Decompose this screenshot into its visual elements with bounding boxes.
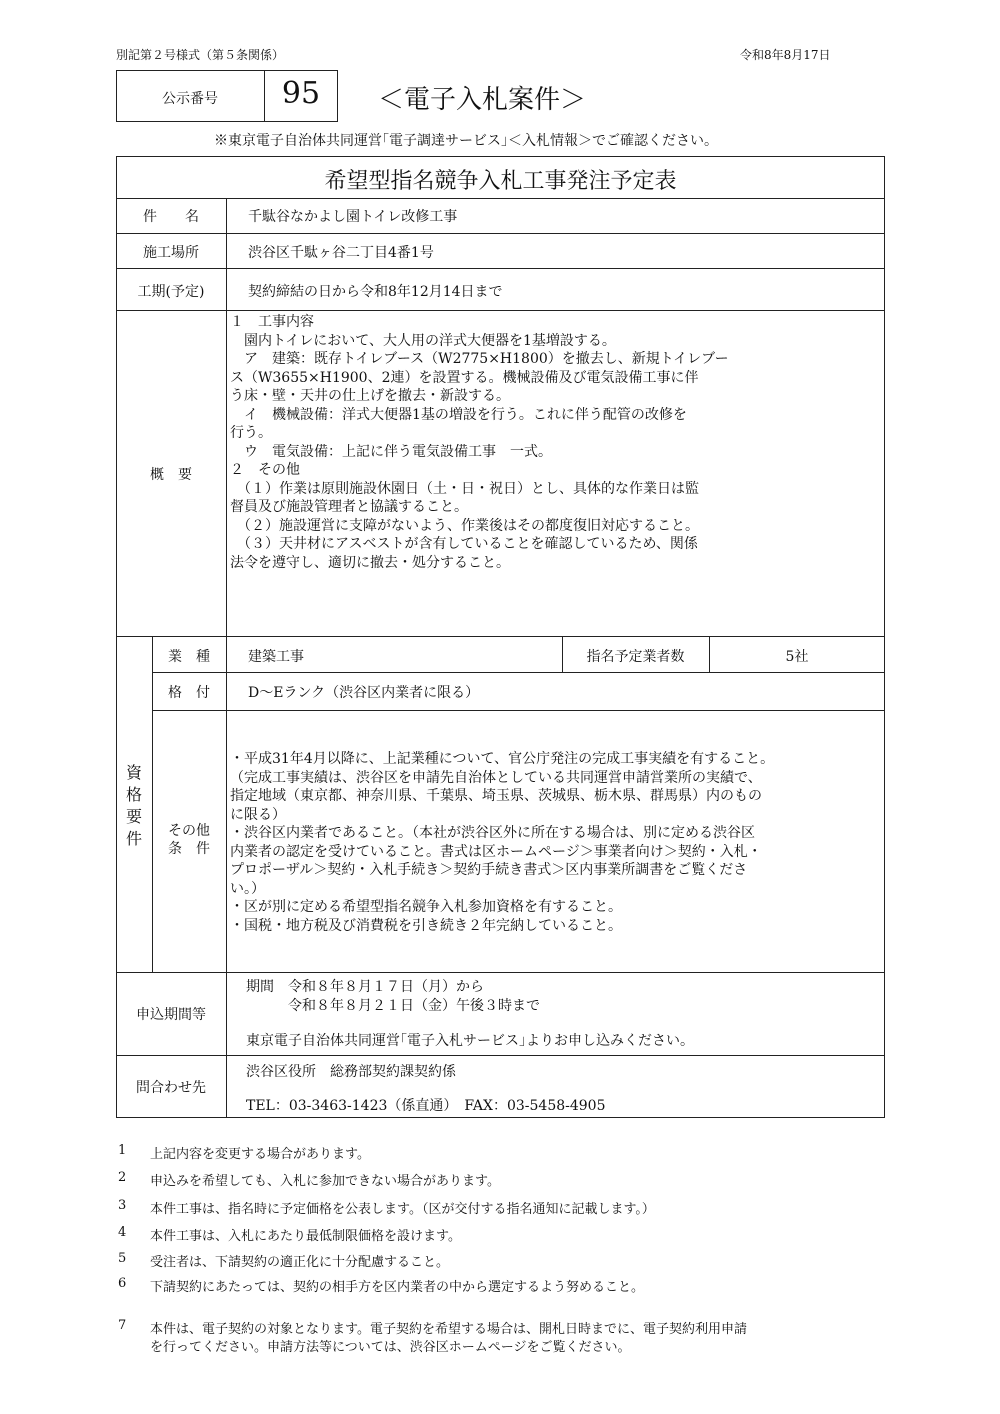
- qual-label-char: 資: [125, 763, 142, 782]
- summary-line: （１）作業は原則施設休園日（土・日・祝日）とし、具体的な作業日は監: [230, 480, 699, 497]
- label-column-divider: [226, 198, 227, 1118]
- apply-line: 令和８年８月２１日（金）午後３時まで: [246, 997, 540, 1014]
- document-type: ＜電子入札案件＞: [378, 85, 587, 115]
- other-label-line: その他: [168, 823, 210, 839]
- rank-label: 格 付: [168, 685, 210, 701]
- summary-line: ア 建築：既存トイレブース（W2775×H1800）を撤去し、新規トイレブー: [230, 351, 729, 367]
- name-label: 件 名: [143, 209, 199, 225]
- qual-label: [116, 762, 152, 850]
- period-value: 契約締結の日から令和8年12月14日まで: [248, 284, 503, 300]
- note-number: 6: [118, 1276, 127, 1291]
- note-number: 3: [118, 1198, 127, 1213]
- industry-label: 業 種: [168, 649, 210, 665]
- rank-value: D～Eランク（渋谷区内業者に限る）: [248, 685, 480, 701]
- condition-line: （完成工事実績は、渋谷区を申請先自治体としている共同運営申請営業所の実績で、: [230, 769, 762, 786]
- note-text: を行ってください。申請方法等については、渋谷区ホームページをご覧ください。: [150, 1340, 631, 1355]
- period-label: 工期(予定): [137, 284, 205, 300]
- rule: [116, 636, 885, 637]
- summary-line: 行う。: [230, 425, 272, 441]
- apply-period: [246, 978, 540, 1015]
- place-value: 渋谷区千駄ヶ谷二丁目4番1号: [248, 245, 434, 261]
- note-number: 1: [118, 1143, 127, 1158]
- note-text: 下請契約にあたっては、契約の相手方を区内業者の中から選定するよう努めること。: [150, 1280, 645, 1295]
- form-reference: 別記第２号様式（第５条関係）: [116, 48, 285, 62]
- note-number: 2: [118, 1170, 127, 1185]
- other-conditions-label: [152, 822, 226, 858]
- rule: [116, 233, 885, 234]
- summary-line: 法令を遵守し、適切に撤去・処分すること。: [230, 554, 510, 571]
- summary-line: （３）天井材にアスベストが含有していることを確認しているため、関係: [230, 536, 698, 552]
- contact-phone: TEL：03-3463-1423（係直通） FAX：03-5458-4905: [246, 1098, 606, 1114]
- condition-line: い。）: [230, 880, 265, 897]
- rule: [152, 710, 885, 711]
- name-value: 千駄谷なかよし園トイレ改修工事: [248, 209, 458, 225]
- apply-note: 東京電子自治体共同運営｢電子入札サービス｣よりお申し込みください。: [246, 1033, 694, 1049]
- rule: [152, 672, 885, 673]
- planned-count-value: 5社: [785, 649, 809, 665]
- summary-line: 督員及び施設管理者と協議すること。: [230, 499, 468, 515]
- summary-line: １ 工事内容: [230, 314, 314, 330]
- planned-count-label: 指名予定業者数: [586, 649, 685, 665]
- condition-line: 指定地域（東京都、神奈川県、千葉県、埼玉県、茨城県、栃木県、群馬県）内のもの: [230, 788, 762, 804]
- notice-number: 95: [281, 76, 321, 111]
- rule: [116, 310, 885, 311]
- summary-line: イ 機械設備：洋式大便器1基の増設を行う。これに伴う配管の改修を: [230, 406, 687, 423]
- qual-label-char: 格: [125, 785, 142, 804]
- condition-line: ・国税・地方税及び消費税を引き続き２年完納していること。: [230, 917, 622, 934]
- note-text: 申込みを希望しても、入札に参加できない場合があります。: [150, 1174, 500, 1189]
- contact-office: 渋谷区役所 総務部契約課契約係: [246, 1064, 456, 1080]
- rule: [116, 198, 885, 199]
- summary-line: ス（W3655×H1900、2連）を設置する。機械設備及び電気設備工事に伴: [230, 369, 699, 386]
- note-number: 7: [118, 1318, 127, 1333]
- condition-line: プロポーザル＞契約・入札手続き＞契約手続き書式＞区内事業所調書をご覧くださ: [230, 862, 748, 878]
- condition-line: に限る）: [230, 806, 286, 823]
- table-title: 希望型指名競争入札工事発注予定表: [324, 169, 677, 194]
- other-conditions-text: [230, 750, 774, 935]
- condition-line: ・平成31年4月以降に、上記業種について、官公庁発注の完成工事実績を有すること。: [230, 751, 775, 767]
- summary-label: 概 要: [150, 467, 192, 483]
- summary-line: う床・壁・天井の仕上げを撤去・新設する。: [230, 388, 510, 404]
- note-number: 4: [118, 1225, 127, 1240]
- note-text: 本件工事は、指名時に予定価格を公表します。（区が交付する指名通知に記載します。）: [150, 1202, 655, 1217]
- summary-text: [230, 313, 729, 572]
- contact-label: 問合わせ先: [136, 1080, 206, 1096]
- qual-label-char: 要: [125, 807, 142, 826]
- note-text: 本件は、電子契約の対象となります。電子契約を希望する場合は、開札日時までに、電子契約利用申請: [150, 1322, 747, 1337]
- industry-value: 建築工事: [248, 649, 304, 665]
- apply-label: 申込期間等: [136, 1007, 206, 1023]
- other-label-line: 条 件: [168, 841, 210, 857]
- note-text: 受注者は、下請契約の適正化に十分配慮すること。: [150, 1255, 450, 1270]
- summary-line: ウ 電気設備：上記に伴う電気設備工事 一式。: [230, 443, 552, 460]
- note-text: 上記内容を変更する場合があります。: [150, 1147, 370, 1162]
- summary-line: 園内トイレにおいて、大人用の洋式大便器を1基増設する。: [230, 332, 616, 349]
- condition-line: ・区が別に定める希望型指名競争入札参加資格を有すること。: [230, 899, 622, 915]
- condition-line: 内業者の認定を受けていること。書式は区ホームページ＞事業者向け＞契約・入札・: [230, 843, 762, 860]
- rule: [116, 1055, 885, 1056]
- place-label: 施工場所: [143, 245, 199, 261]
- apply-line: 期間 令和８年８月１７日（月）から: [246, 979, 484, 995]
- summary-line: ２ その他: [230, 462, 300, 478]
- note-text: 本件工事は、入札にあたり最低制限価格を設けます。: [150, 1229, 461, 1244]
- publish-date: 令和8年8月17日: [740, 48, 831, 62]
- notice-number-label: 公示番号: [162, 91, 218, 107]
- condition-line: ・渋谷区内業者であること。（本社が渋谷区外に所在する場合は、別に定める渋谷区: [230, 825, 755, 841]
- confirm-note: ※東京電子自治体共同運営｢電子調達サービス｣＜入札情報＞でご確認ください。: [214, 133, 718, 149]
- rule: [116, 972, 885, 973]
- note-number: 5: [118, 1251, 127, 1266]
- qual-label-char: 件: [125, 829, 142, 848]
- summary-line: （２）施設運営に支障がないよう、作業後はその都度復旧対応すること。: [230, 517, 699, 534]
- rule: [116, 268, 885, 269]
